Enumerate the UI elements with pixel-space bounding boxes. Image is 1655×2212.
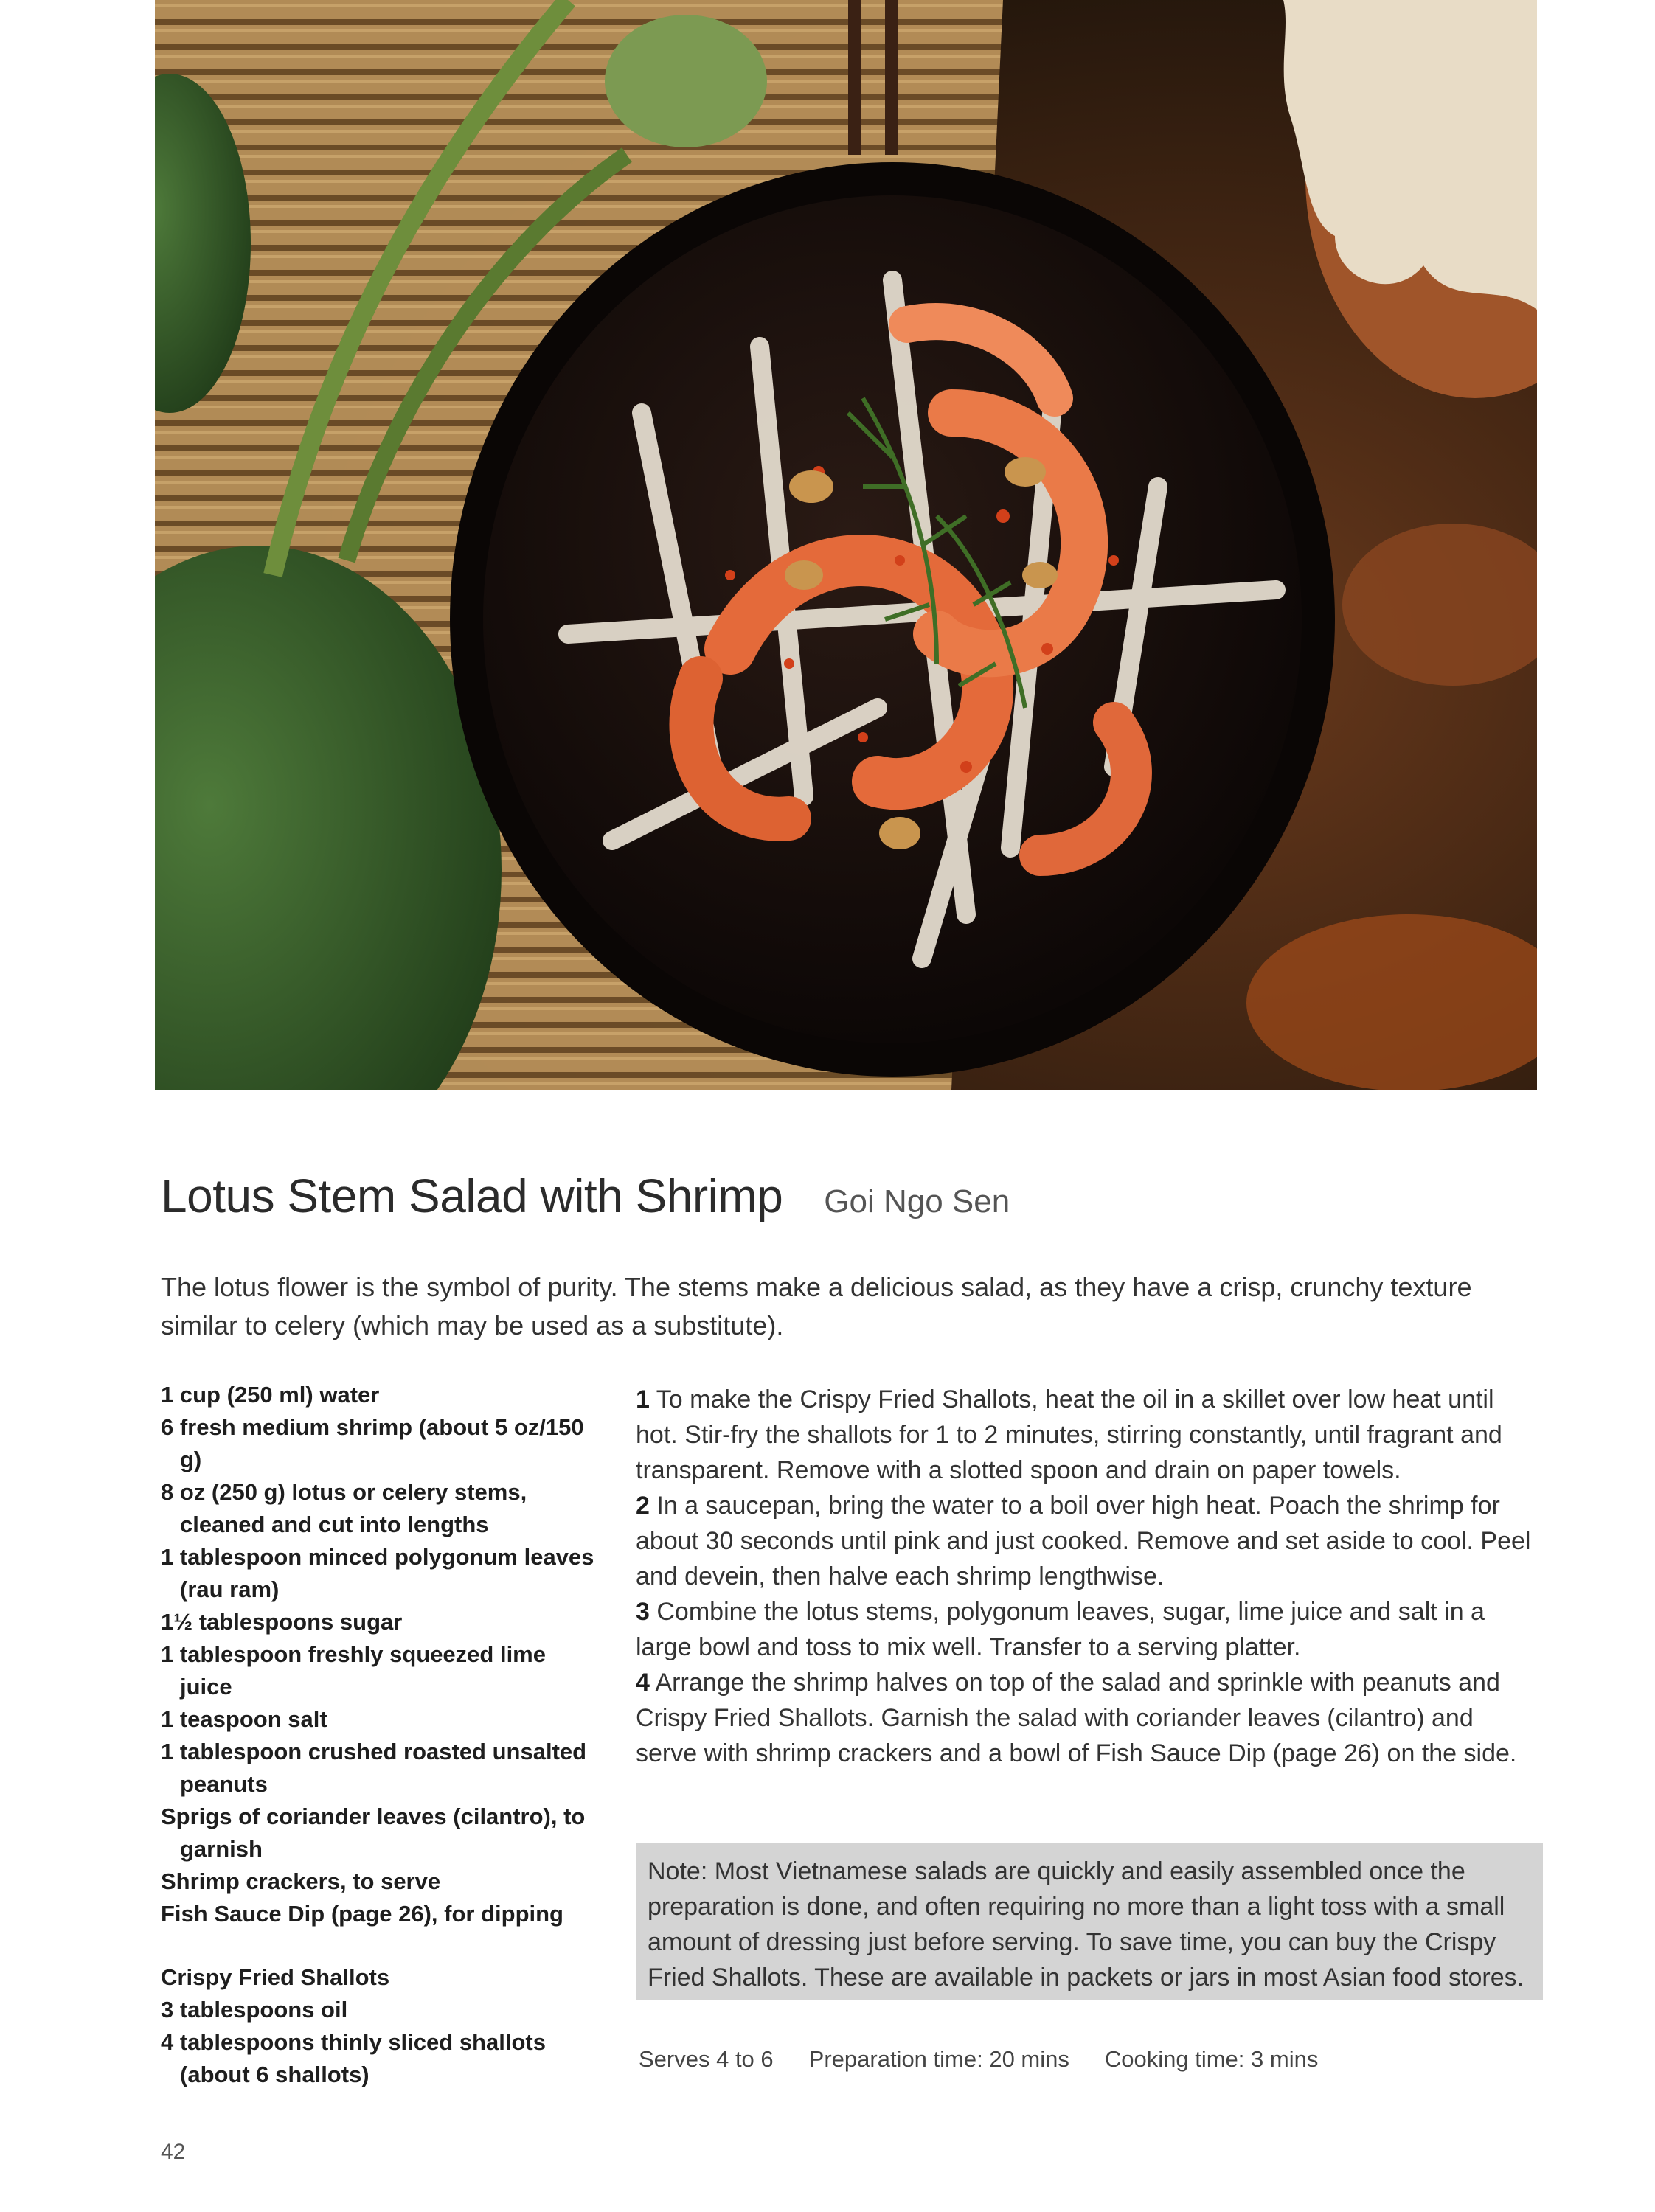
method-step — [636, 1665, 1533, 1771]
title-row — [161, 1169, 1533, 1223]
cook-time: Cooking time: 3 mins — [1104, 2046, 1319, 2072]
ingredient-item: 1 cup (250 ml) water — [161, 1382, 380, 1408]
method-step — [636, 1488, 1533, 1594]
ingredient-item: 4 tablespoons thinly sliced shallots (about 6 shallots) — [161, 2029, 546, 2087]
method-step — [636, 1594, 1533, 1665]
step-text: In a saucepan, bring the water to a boil over high heat. Poach the shrimp for about 30 seconds until pink and just cooked. Remove and set aside to cool. Peel and devein, then halve each shrimp lengthwise. — [636, 1492, 1531, 1590]
method-steps — [636, 1382, 1533, 1771]
prep-time: Preparation time: 20 mins — [808, 2046, 1069, 2072]
ingredient-item: Sprigs of coriander leaves (cilantro), to garnish — [161, 1804, 586, 1862]
recipe-intro: The lotus flower is the symbol of purity. The stems make a delicious salad, as they have a crisp, crunchy texture similar to celery (which may be used as a substitute). — [161, 1272, 1472, 1340]
ingredient-item: 1 teaspoon salt — [161, 1706, 327, 1732]
page-number: 42 — [161, 2140, 186, 2164]
step-number: 2 — [636, 1492, 650, 1520]
recipe-meta — [639, 2046, 1524, 2073]
ingredient-item: 6 fresh medium shrimp (about 5 oz/150 g) — [161, 1414, 584, 1472]
note-box: Note: Most Vietnamese salads are quickly and easily assembled once the preparation is done, and often requiring no more than a light toss with a small amount of dressing just before serving. To save time, you can buy the Crispy Fried Shallots. These are available in packets or jars in most Asian food stores. — [636, 1843, 1543, 2000]
ingredients-list — [161, 1379, 603, 2091]
step-text: Arrange the shrimp halves on top of the salad and sprinkle with peanuts and Crispy Fried Shallots. Garnish the salad with coriander leaves (cilantro) and serve with shrimp crackers and a bowl of Fish Sauce Dip (page 26) on the side. — [636, 1669, 1517, 1767]
shallots-subheading: Crispy Fried Shallots — [161, 1964, 390, 1990]
step-number: 1 — [636, 1385, 650, 1413]
ingredient-spacer — [161, 1930, 603, 1961]
ingredient-item: Shrimp crackers, to serve — [161, 1868, 441, 1894]
method-step — [636, 1382, 1533, 1488]
step-text: To make the Crispy Fried Shallots, heat the oil in a skillet over low heat until hot. Stir-fry the shallots for 1 to 2 minutes, stirring constantly, until fragrant and transparent. Remove with a slotted spoon and drain on paper towels. — [636, 1385, 1502, 1484]
ingredient-item: 8 oz (250 g) lotus or celery stems, cleaned and cut into lengths — [161, 1479, 527, 1537]
step-number: 3 — [636, 1598, 650, 1626]
salad-illustration — [155, 0, 1537, 1090]
serves-info: Serves 4 to 6 — [639, 2046, 774, 2072]
recipe-title: Lotus Stem Salad with Shrimp — [161, 1169, 783, 1222]
ingredient-item: 1 tablespoon crushed roasted unsalted peanuts — [161, 1739, 587, 1797]
recipe-subtitle: Goi Ngo Sen — [824, 1183, 1010, 1220]
ingredient-item: 3 tablespoons oil — [161, 1997, 348, 2023]
ingredient-item: 1 tablespoon freshly squeezed lime juice — [161, 1641, 546, 1700]
ingredient-item: 1 tablespoon minced polygonum leaves (rau ram) — [161, 1544, 594, 1602]
ingredient-item: 1½ tablespoons sugar — [161, 1609, 403, 1635]
ingredient-item: Fish Sauce Dip (page 26), for dipping — [161, 1901, 563, 1927]
step-text: Combine the lotus stems, polygonum leaves, sugar, lime juice and salt in a large bowl and toss to mix well. Transfer to a serving platter. — [636, 1598, 1485, 1661]
recipe-photo — [155, 0, 1537, 1090]
step-number: 4 — [636, 1669, 650, 1697]
